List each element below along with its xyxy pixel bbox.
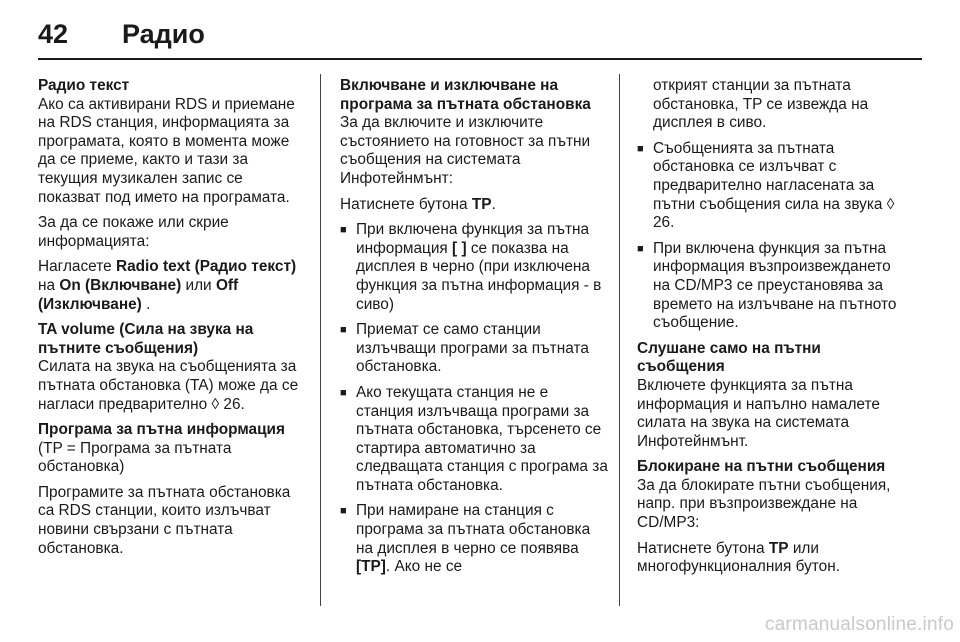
paragraph: За да блокирате пътни съобщения, напр. при възпроизвеждане на CD/MP3: [637, 476, 891, 532]
section-heading: Радио текст [38, 77, 130, 94]
list-item: ■ При включена функция за пътна информация [ ] се показва на дисплея в черно (при изключена функция за пътна информация - в сиво) [340, 221, 608, 314]
paragraph: (TP = Програма за пътната обстановка) [38, 439, 232, 476]
header-divider [38, 58, 922, 60]
section-tp-onoff [340, 77, 608, 577]
list-item: ■ Съобщенията за пътната обстановка се излъчват с предварително нагласената за пътни съобщения сила на звука ◊ 26. [637, 140, 907, 233]
list-item: ■ При намиране на станция с програма за пътната обстановка на дисплея в черно се появява [TP]. Ако не се [340, 502, 608, 576]
paragraph: Включете функцията за пътна информация и напълно намалете силата на звука на системата Инфотейнмънт. [637, 376, 880, 450]
bullet-list [340, 221, 608, 577]
column-divider-1 [320, 74, 321, 606]
paragraph: За да се покаже или скрие информацията: [38, 214, 229, 250]
section-ta-volume [38, 321, 308, 414]
section-heading: Включване и изключване на програма за пътната обстановка [340, 77, 591, 113]
column-3 [637, 77, 907, 584]
section-heading: Блокиране на пътни съобщения [637, 458, 886, 476]
section-block-announcements [637, 458, 907, 577]
paragraph: Ако са активирани RDS и приемане на RDS станция, информацията за програмата, която в момента може да се приеме, както и тази за текущия музикален запис се показват под името на програмата. [38, 95, 295, 206]
bullet-list [637, 140, 907, 333]
section-tp-program [38, 421, 308, 558]
section-radio-text [38, 77, 308, 314]
list-item-continuation: открият станции за пътната обстановка, TP се извежда на дисплея в сиво. [653, 77, 869, 132]
page-number: 42 [38, 18, 69, 49]
section-heading: TA volume (Сила на звука на пътните съобщения) [38, 321, 254, 357]
column-divider-2 [619, 74, 620, 606]
paragraph: Натиснете бутона TP. [340, 195, 496, 213]
list-item: ■ При включена функция за пътна информация възпроизвеждането на CD/MP3 се преустановява за времето на излъчване на пътното съобщение. [637, 240, 907, 333]
paragraph: Нагласете Radio text (Радио текст) на On (Включване) или Off (Изключване) . [38, 258, 297, 313]
paragraph: Натиснете бутона TP или многофункционалния бутон. [637, 539, 840, 576]
list-item: ■ Ако текущата станция не е станция излъчваща програми за пътната обстановка, търсенето се стартира автоматично за следващата станция с програма за пътната обстановка. [340, 384, 608, 496]
paragraph: Силата на звука на съобщенията за пътната обстановка (TA) може да се нагласи предварително ◊ 26. [38, 358, 299, 413]
column-1 [38, 77, 308, 565]
column-2 [340, 77, 608, 584]
section-heading: Програма за пътна информация [38, 421, 285, 439]
list-item: ■ Приемат се само станции излъчващи програми за пътната обстановка. [340, 321, 608, 377]
section-listen-only [637, 340, 907, 452]
watermark: carmanualsonline.info [764, 614, 954, 635]
section-heading: Слушане само на пътни съобщения [637, 339, 821, 376]
page-title: Радио [122, 18, 205, 49]
page-header [38, 14, 205, 54]
paragraph: Програмите за пътната обстановка са RDS станции, които излъчват новини свързани с пътната обстановка. [38, 483, 291, 557]
paragraph: За да включите и изключите състоянието на готовност за пътни съобщения на системата Инфотейнмънт: [340, 114, 591, 187]
